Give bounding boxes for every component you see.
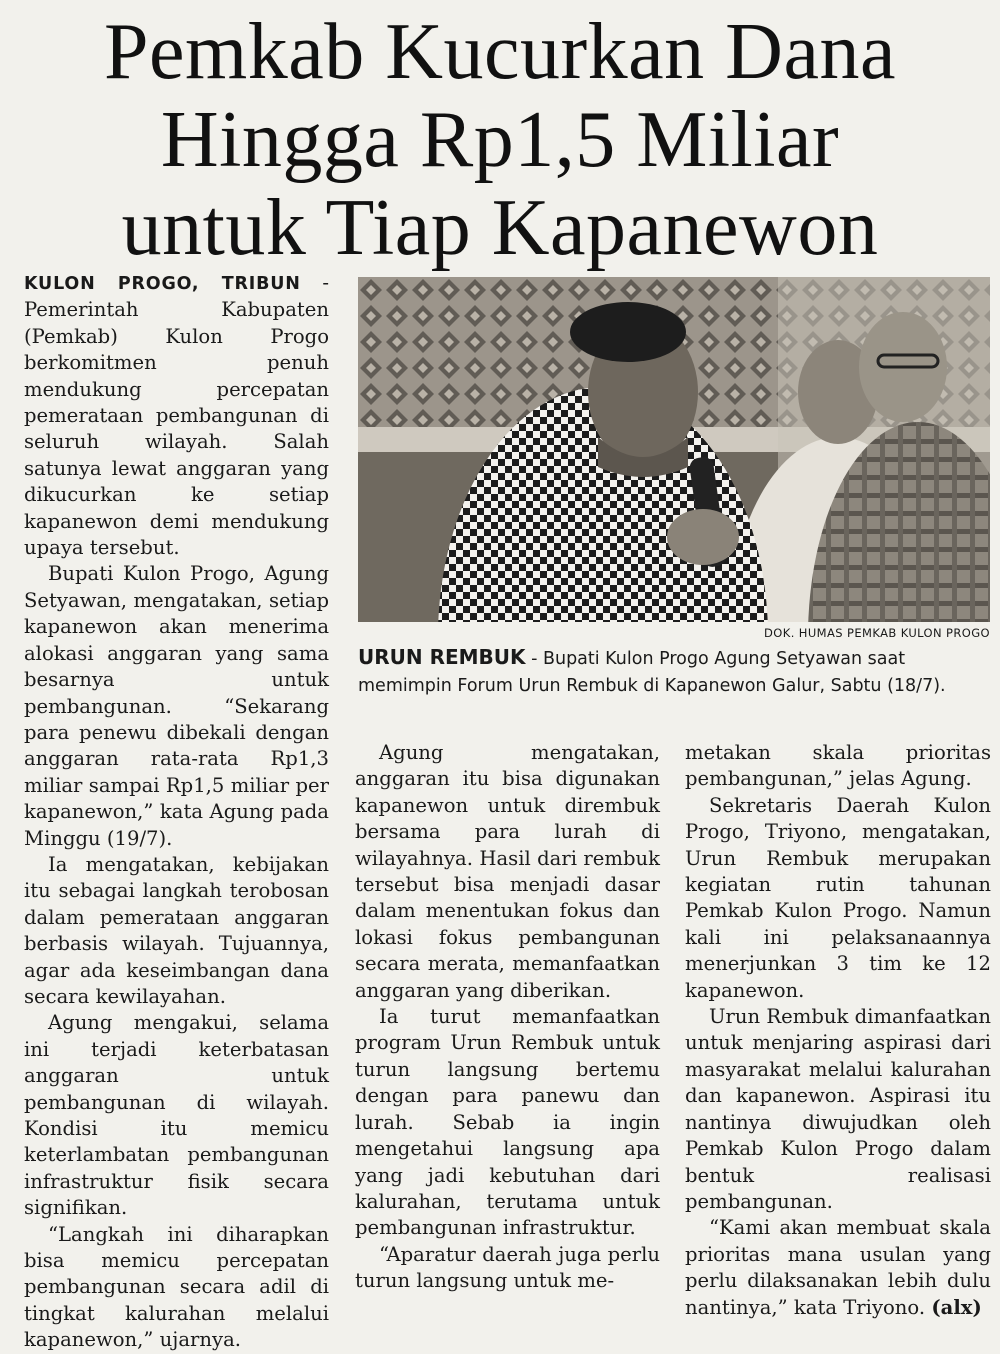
photo-caption — [358, 644, 990, 700]
headline-line-3: untuk Tiap Kapanewon — [121, 184, 879, 272]
article-column-3 — [685, 740, 991, 1321]
caption-text: - Bupati Kulon Progo Agung Setyawan saat memimpin Forum Urun Rembuk di Kapanewon Galur, Sabtu (18/7). — [358, 649, 946, 696]
headline-line-1: Pemkab Kucurkan Dana — [104, 8, 896, 96]
paragraph: “Aparatur daerah juga perlu turun langsung untuk me- — [355, 1242, 660, 1293]
photo-illustration — [358, 277, 990, 622]
paragraph — [685, 1215, 991, 1321]
dateline: KULON PROGO, TRIBUN — [24, 274, 301, 294]
lead-text: - Pemerintah Kabupaten (Pemkab) Kulon Progo berkomitmen penuh mendukung percepatan pemerataan pembangunan di seluruh wilayah. Salah satunya lewat anggaran yang dikucurkan ke setiap kapanewon demi mendukung upaya tersebut. — [24, 271, 329, 560]
paragraph: Agung mengakui, selama ini terjadi keterbatasan anggaran untuk pembangunan di wilayah. Kondisi itu memicu keterlambatan pembangunan infrastruktur fisik secara signifikan. — [24, 1011, 329, 1220]
paragraph: Sekretaris Daerah Kulon Progo, Triyono, mengatakan, Urun Rembuk merupakan kegiatan rutin tahunan Pemkab Kulon Progo. Namun kali ini pelaksanaannya menerjunkan 3 tim ke 12 kapanewon. — [685, 793, 991, 1002]
article-column-2 — [355, 740, 660, 1295]
caption-kicker: URUN REMBUK — [358, 645, 526, 669]
paragraph — [24, 270, 329, 561]
headline-line-2: Hingga Rp1,5 Miliar — [160, 96, 840, 184]
headline — [0, 8, 1000, 272]
news-photo — [358, 277, 990, 622]
photo-credit: DOK. HUMAS PEMKAB KULON PROGO — [764, 626, 990, 640]
author-signature: (alx) — [931, 1295, 982, 1319]
paragraph: Bupati Kulon Progo, Agung Setyawan, mengatakan, setiap kapanewon akan menerima alokasi anggaran yang sama besarnya untuk pembangunan. “Sekarang para penewu dibekali dengan anggaran rata-rata Rp1,3 miliar sampai Rp1,5 miliar per kapanewon,” kata Agung pada Minggu (19/7). — [24, 562, 329, 850]
paragraph: Ia mengatakan, kebijakan itu sebagai langkah terobosan dalam pemerataan anggaran berbasis wilayah. Tujuannya, agar ada keseimbangan dana secara kewilayahan. — [24, 852, 329, 1008]
paragraph: metakan skala prioritas pembangunan,” jelas Agung. — [685, 741, 991, 791]
paragraph: Agung mengatakan, anggaran itu bisa digunakan kapanewon untuk dirembuk bersama para lurah di wilayahnya. Hasil dari rembuk tersebut bisa menjadi dasar dalam menentukan fokus dan lokasi fokus pembangunan secara merata, memanfaatkan anggaran yang diberikan. — [355, 741, 660, 1002]
paragraph: Urun Rembuk dimanfaatkan untuk menjaring aspirasi dari masyarakat melalui kalurahan dan kapanewon. Aspirasi itu nantinya diwujudkan oleh Pemkab Kulon Progo dalam bentuk realisasi pembangunan. — [685, 1005, 991, 1213]
paragraph: Ia turut memanfaatkan program Urun Rembuk untuk turun langsung bertemu dengan para panewu dan lurah. Sebab ia ingin mengetahui langsung apa yang jadi kebutuhan dari kalurahan, terutama untuk pembangunan infrastruktur. — [355, 1005, 660, 1240]
paragraph: “Langkah ini diharapkan bisa memicu percepatan pembangunan secara adil di tingkat kalurahan melalui kapanewon,” ujarnya. — [24, 1222, 329, 1352]
article-column-1 — [24, 270, 329, 1354]
closing-quote: “Kami akan membuat skala prioritas mana usulan yang perlu dilaksanakan lebih dulu nantinya,” kata Triyono. — [685, 1216, 991, 1319]
